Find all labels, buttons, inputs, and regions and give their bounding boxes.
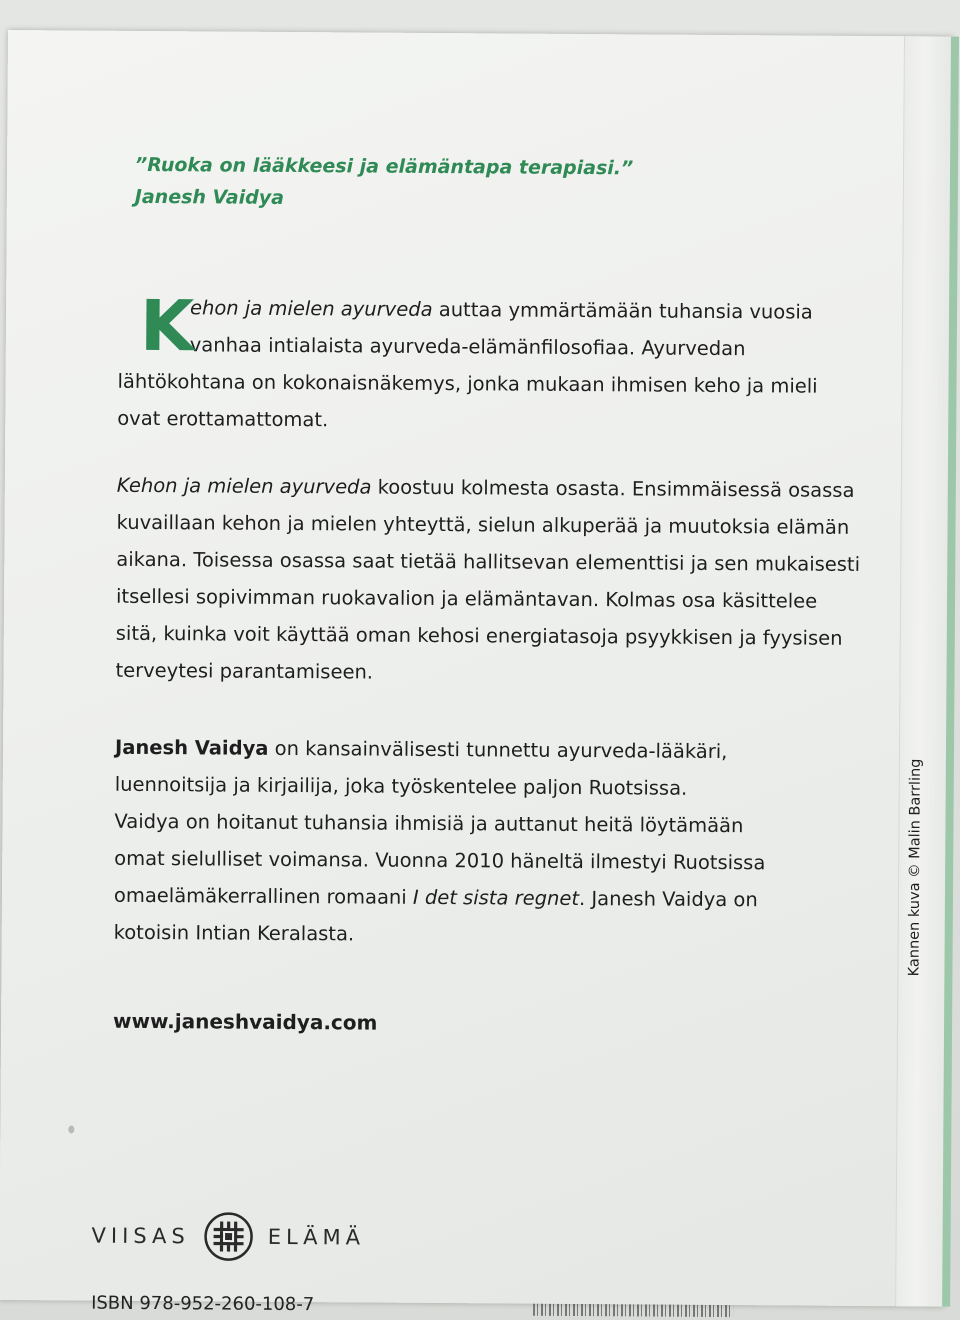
cover-photo-credit: Kannen kuva © Malin Barrling [906, 758, 924, 977]
text-line [115, 729, 855, 771]
text-line: itsellesi sopivimman ruokavalion ja elämäntavan. Kolmas osa käsittelee [115, 584, 818, 613]
text-line: sitä, kuinka voit käyttää oman kehosi energiatasoja psyykkisen ja fyysisen [115, 621, 843, 650]
text-span: . Janesh Vaidya on [578, 887, 758, 912]
quote-author: Janesh Vaidya [134, 185, 285, 209]
text-line [114, 877, 854, 919]
text-span: auttaa ymmärtämään tuhansia vuosia [432, 297, 813, 324]
quote-block [135, 149, 634, 216]
text-line: ovat erottamattomat. [117, 406, 329, 432]
text-line: kotoisin Intian Keralasta. [113, 920, 355, 946]
paper-speck [68, 1125, 74, 1133]
website-link: www.janeshvaidya.com [113, 1008, 378, 1035]
publisher-logo [91, 1211, 365, 1263]
publisher-name-left: VIISAS [91, 1223, 190, 1249]
text-span: koostuu kolmesta osasta. Ensimmäisessä osassa [371, 475, 855, 502]
knot-logo-icon [204, 1211, 254, 1261]
text-line: luennoitsija ja kirjailija, joka työskentelee paljon Ruotsissa. [114, 772, 688, 800]
isbn-number: ISBN 978-952-260-108-7 [91, 1292, 315, 1316]
text-line: terveytesi parantamiseen. [115, 658, 374, 684]
book-title-italic: Kehon ja mielen ayurveda [116, 473, 372, 499]
paragraph-intro [117, 284, 858, 442]
book-back-cover [0, 30, 953, 1316]
text-span: on kansainvälisesti tunnettu ayurveda-lääkäri, [268, 736, 728, 764]
text-line: kuvaillaan kehon ja mielen yhteyttä, sielun alkuperää ja muutoksia elämän [116, 510, 850, 539]
text-line: lähtökohtana on kokonaisnäkemys, jonka mukaan ihmisen keho ja mieli [117, 369, 818, 398]
novel-title-italic: I det sista regnet [412, 885, 580, 911]
text-line: vanhaa intialaista ayurveda-elämänfilosofiaa. Ayurvedan [189, 333, 746, 361]
barcode [533, 1304, 733, 1317]
text-line [117, 467, 857, 509]
book-title-italic: ehon ja mielen ayurveda [189, 296, 433, 321]
text-line [118, 289, 858, 331]
text-line: aikana. Toisessa osassa saat tietää hallitsevan elementtisi ja sen mukaisesti [116, 547, 861, 576]
text-line: omat sielulliset voimansa. Vuonna 2010 häneltä ilmestyi Ruotsissa [114, 846, 766, 875]
text-line: Vaidya on hoitanut tuhansia ihmisiä ja auttanut heitä löytämään [114, 809, 744, 838]
drop-cap: K [139, 284, 195, 368]
paragraph-contents [115, 467, 861, 694]
text-span: omaelämäkerrallinen romaani [113, 883, 414, 909]
author-name: Janesh Vaidya [114, 735, 269, 760]
paragraph-author-bio [114, 729, 856, 956]
quote-text: ”Ruoka on lääkkeesi ja elämäntapa terapiasi.” [134, 153, 634, 180]
publisher-name-right: ELÄMÄ [267, 1224, 366, 1250]
